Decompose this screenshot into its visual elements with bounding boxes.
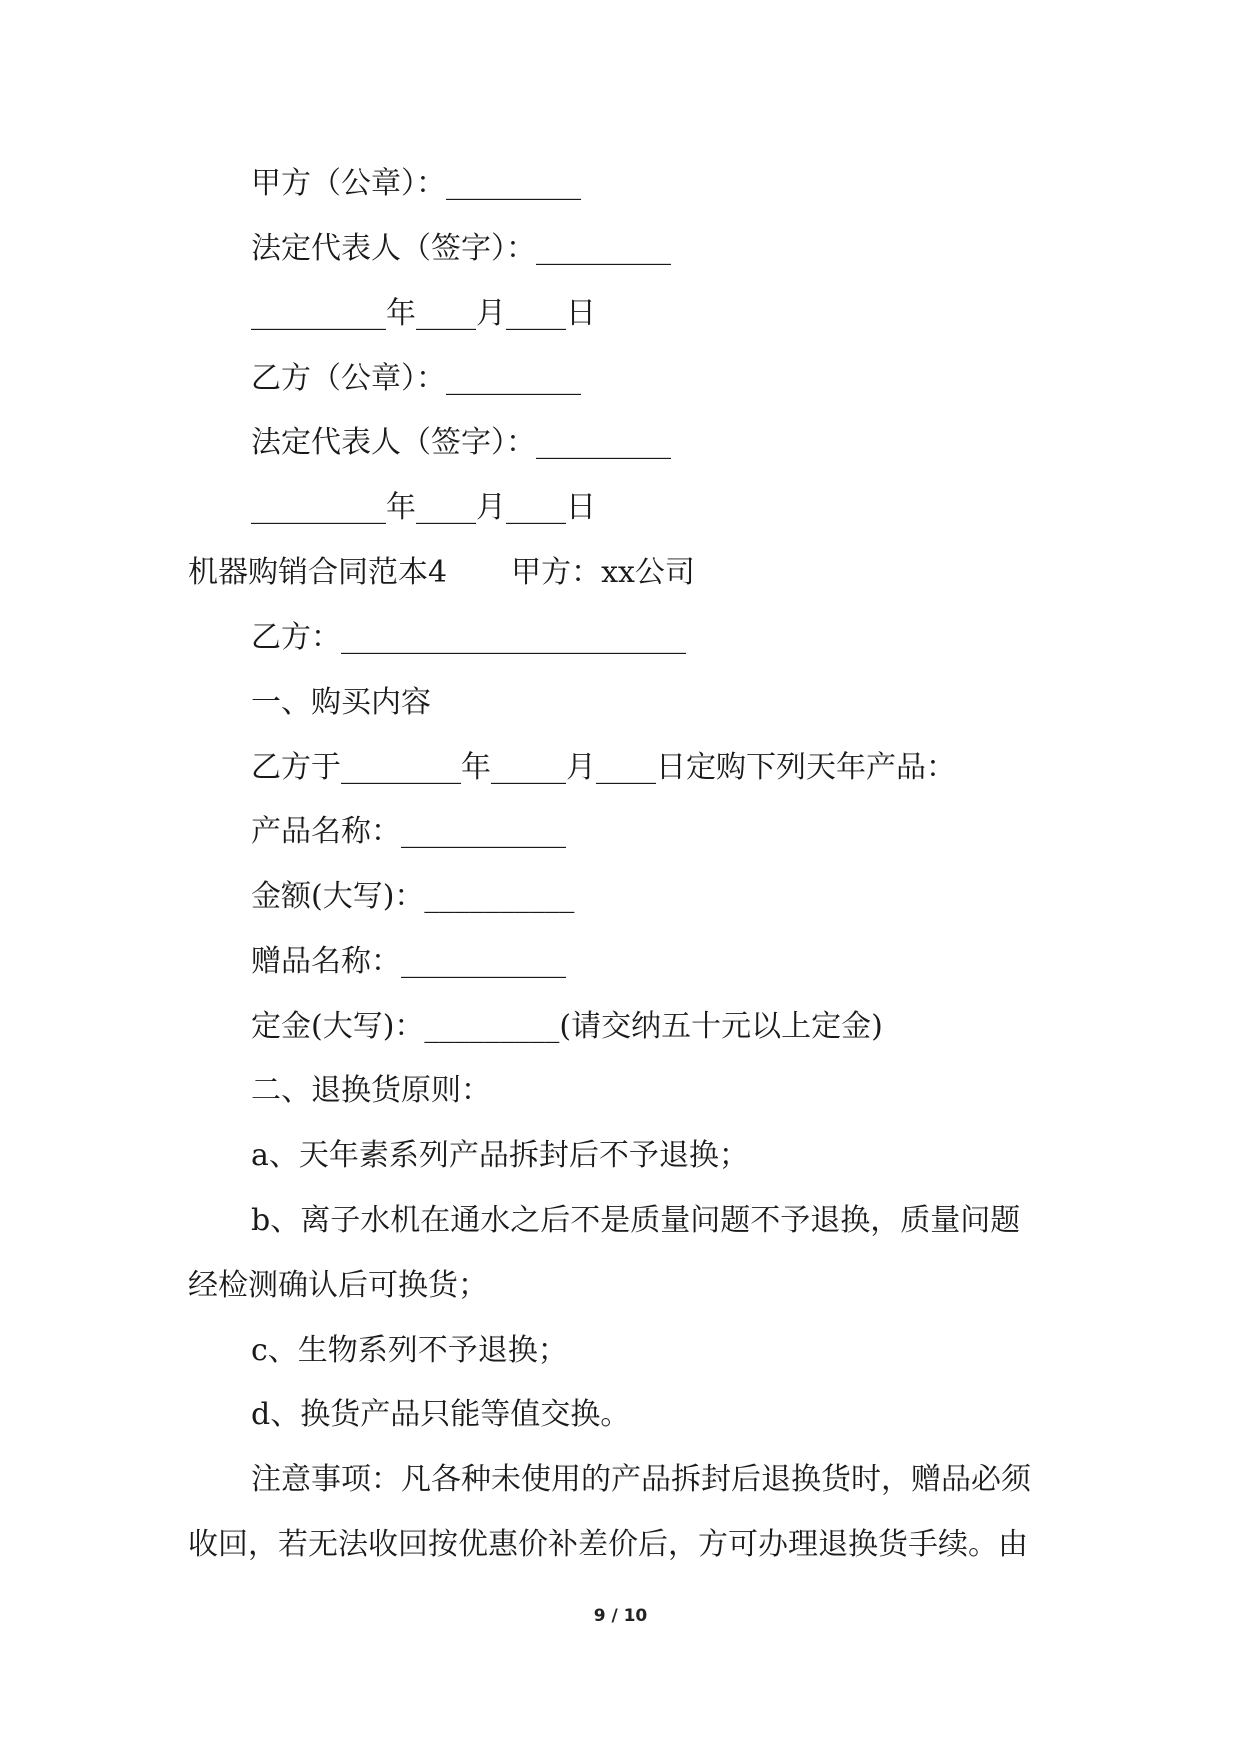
order-date-line: 乙方于________年_____月____日定购下列天年产品： <box>251 750 956 785</box>
section-heading-purchase: 一、购买内容 <box>251 685 431 720</box>
contract-title: 机器购销合同范本4 <box>188 555 448 590</box>
product-name-line: 产品名称：___________ <box>251 814 566 849</box>
notice-line-1: 注意事项：凡各种未使用的产品拆封后退换货时，赠品必须 <box>251 1462 1031 1497</box>
notice-line-2: 收回，若无法收回按优惠价补差价后，方可办理退换货手续。由 <box>188 1527 1028 1562</box>
party-a-date-line: _________年____月____日 <box>251 296 596 331</box>
party-b-date-line: _________年____月____日 <box>251 490 596 525</box>
gift-name-line: 赠品名称：___________ <box>251 944 566 979</box>
rule-d: d、换货产品只能等值交换。 <box>251 1397 631 1432</box>
deposit-line: 定金(大写)：_________(请交纳五十元以上定金) <box>251 1009 883 1044</box>
rule-a: a、天年素系列产品拆封后不予退换； <box>251 1138 749 1173</box>
section-heading-returns: 二、退换货原则： <box>251 1073 491 1108</box>
amount-line: 金额(大写)：__________ <box>251 879 575 914</box>
page-number: 9 / 10 <box>593 1606 648 1626</box>
party-a-representative-line: 法定代表人（签字）：_________ <box>251 231 671 266</box>
rule-c: c、生物系列不予退换； <box>251 1333 568 1368</box>
contract-heading-line <box>188 553 695 593</box>
party-b-name-line: 乙方：_______________________ <box>251 620 686 655</box>
party-b-representative-line: 法定代表人（签字）：_________ <box>251 425 671 460</box>
rule-b: b、离子水机在通水之后不是质量问题不予退换，质量问题 <box>251 1203 1021 1238</box>
rule-b-continued: 经检测确认后可换货； <box>188 1268 488 1303</box>
party-a-seal-line: 甲方（公章）：_________ <box>251 166 581 201</box>
party-a-name: 甲方：xx公司 <box>511 555 695 590</box>
party-b-seal-line: 乙方（公章）：_________ <box>251 361 581 396</box>
